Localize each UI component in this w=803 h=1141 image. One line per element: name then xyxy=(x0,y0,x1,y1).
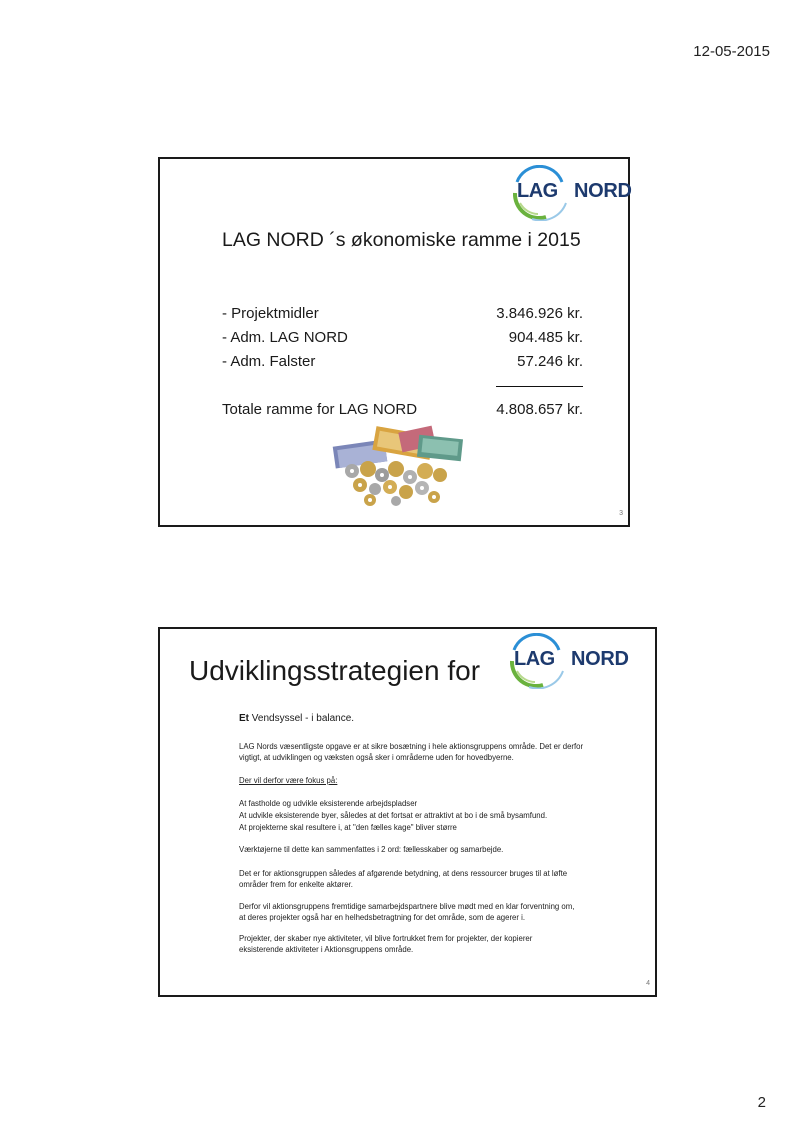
focus-list xyxy=(239,798,547,834)
slide-title: LAG NORD ´s økonomiske ramme i 2015 xyxy=(222,229,581,251)
slide-title: Udviklingsstrategien for xyxy=(189,655,481,686)
logo-text-lag: LAG xyxy=(514,648,555,670)
budget-label: - Adm. Falster xyxy=(222,353,316,370)
budget-table xyxy=(222,304,583,376)
slide-subtitle xyxy=(239,713,354,724)
text-line: områder frem for enkelte aktører. xyxy=(239,879,353,889)
intro-paragraph xyxy=(239,742,583,763)
lag-nord-logo xyxy=(505,633,647,689)
budget-row xyxy=(222,352,583,376)
budget-value: 904.485 kr. xyxy=(508,329,583,346)
lag-nord-logo xyxy=(508,165,650,221)
list-item: At projekterne skal resultere i, at "den fælles kage" bliver større xyxy=(239,823,457,832)
tools-paragraph: Værktøjerne til dette kan sammenfattes i 2 ord: fællesskaber og samarbejde. xyxy=(239,845,504,854)
page-number: 2 xyxy=(757,1094,766,1111)
focus-heading: Der vil derfor være fokus på: xyxy=(239,776,338,785)
slide-budget xyxy=(158,157,630,527)
projects-paragraph xyxy=(239,934,532,955)
budget-row xyxy=(222,304,583,328)
logo-text-lag: LAG xyxy=(517,180,558,202)
list-item: At fastholde og udvikle eksisterende arbejdspladser xyxy=(239,799,418,808)
budget-value: 57.246 kr. xyxy=(517,353,583,370)
text-line: eksisterende aktiviteter i Aktionsgruppens område. xyxy=(239,944,414,954)
budget-label: - Adm. LAG NORD xyxy=(222,329,348,346)
subtitle-bold: Et xyxy=(239,713,249,724)
resources-paragraph xyxy=(239,869,567,890)
total-value: 4.808.657 kr. xyxy=(496,401,583,418)
subtitle-rest: Vendsyssel - i balance. xyxy=(251,713,355,724)
partners-paragraph xyxy=(239,902,574,923)
logo-text-nord: NORD xyxy=(571,648,629,670)
slide-number: 4 xyxy=(646,980,650,987)
money-image xyxy=(330,425,465,507)
total-label: Totale ramme for LAG NORD xyxy=(222,401,418,418)
sum-divider xyxy=(496,386,583,387)
slide-strategy xyxy=(158,627,657,997)
budget-label: - Projektmidler xyxy=(222,305,319,322)
text-line: Projekter, der skaber nye aktiviteter, vil blive fortrukket frem for projekter, der kopierer xyxy=(239,934,533,943)
text-line: Derfor vil aktionsgruppens fremtidige samarbejdspartnere blive mødt med en klar forventning om, xyxy=(239,902,575,911)
text-line: LAG Nords væsentligste opgave er at sikre bosætning i hele aktionsgruppens område. Det er derfor xyxy=(239,742,584,751)
text-line: Det er for aktionsgruppen således af afgørende betydning, at dens ressourcer bruges til at løfte xyxy=(239,869,568,878)
text-line: vigtigt, at udviklingen og væksten også sker i områderne uden for hovedbyerne. xyxy=(239,752,514,762)
coins xyxy=(345,461,447,506)
logo-text-nord: NORD xyxy=(574,180,632,202)
budget-value: 3.846.926 kr. xyxy=(496,305,583,322)
budget-row xyxy=(222,328,583,352)
text-line: at deres projekter også har en helhedsbetragtning for det område, som de agerer i. xyxy=(239,912,526,922)
budget-total-row xyxy=(222,400,583,420)
slide-number: 3 xyxy=(619,510,623,517)
list-item: At udvikle eksisterende byer, således at det fortsat er attraktivt at bo i de små bysamfund. xyxy=(239,811,548,820)
print-date: 12-05-2015 xyxy=(693,43,770,60)
